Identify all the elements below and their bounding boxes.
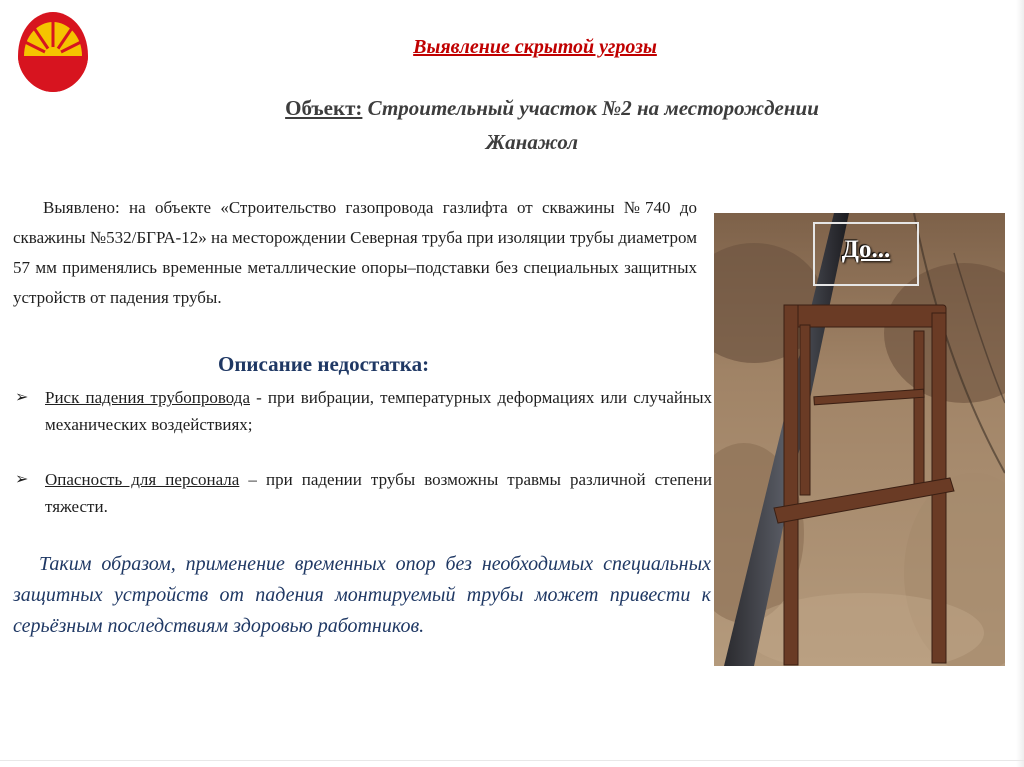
object-line <box>0 96 1024 121</box>
danger-bullet-title: Опасность для персонала <box>45 470 240 489</box>
arrow-bullet-icon: ➢ <box>15 389 29 406</box>
slide-bottom-divider <box>0 760 1024 761</box>
risk-bullet <box>15 384 712 438</box>
photo-tag: До... <box>841 236 891 263</box>
risk-bullet-text <box>45 384 712 438</box>
description-heading: Описание недостатка: <box>218 352 430 376</box>
risk-bullet-title: Риск падения трубопровода <box>45 388 250 407</box>
findings-paragraph: Выявлено: на объекте «Строительство газопровода газлифта от скважины №740 до скважины №532/БГРА-12» на месторождении Северная труба при изоляции трубы диаметром 57 мм применялись временные металлические опоры–подставки без специальных защитных устройств от падения трубы. <box>13 198 697 307</box>
conclusion-paragraph: Таким образом, применение временных опор без необходимых специальных защитных устройств от падения монтируемый трубы может привести к серьёзным последствиям здоровью работников. <box>13 553 711 637</box>
arrow-bullet-icon: ➢ <box>15 471 29 488</box>
danger-bullet-detail: – при падении трубы возможны травмы различной степени тяжести. <box>45 470 712 516</box>
object-label: Объект: <box>285 96 363 120</box>
danger-bullet <box>15 466 712 520</box>
object-value-line2: Жанажол <box>485 130 579 154</box>
slide-title: Выявление скрытой угрозы <box>413 36 657 58</box>
object-value: Строительный участок №2 на месторождении <box>367 96 819 120</box>
risk-bullet-detail: - при вибрации, температурных деформациях или случайных механических воздействиях; <box>45 388 712 434</box>
danger-bullet-text <box>45 466 712 520</box>
